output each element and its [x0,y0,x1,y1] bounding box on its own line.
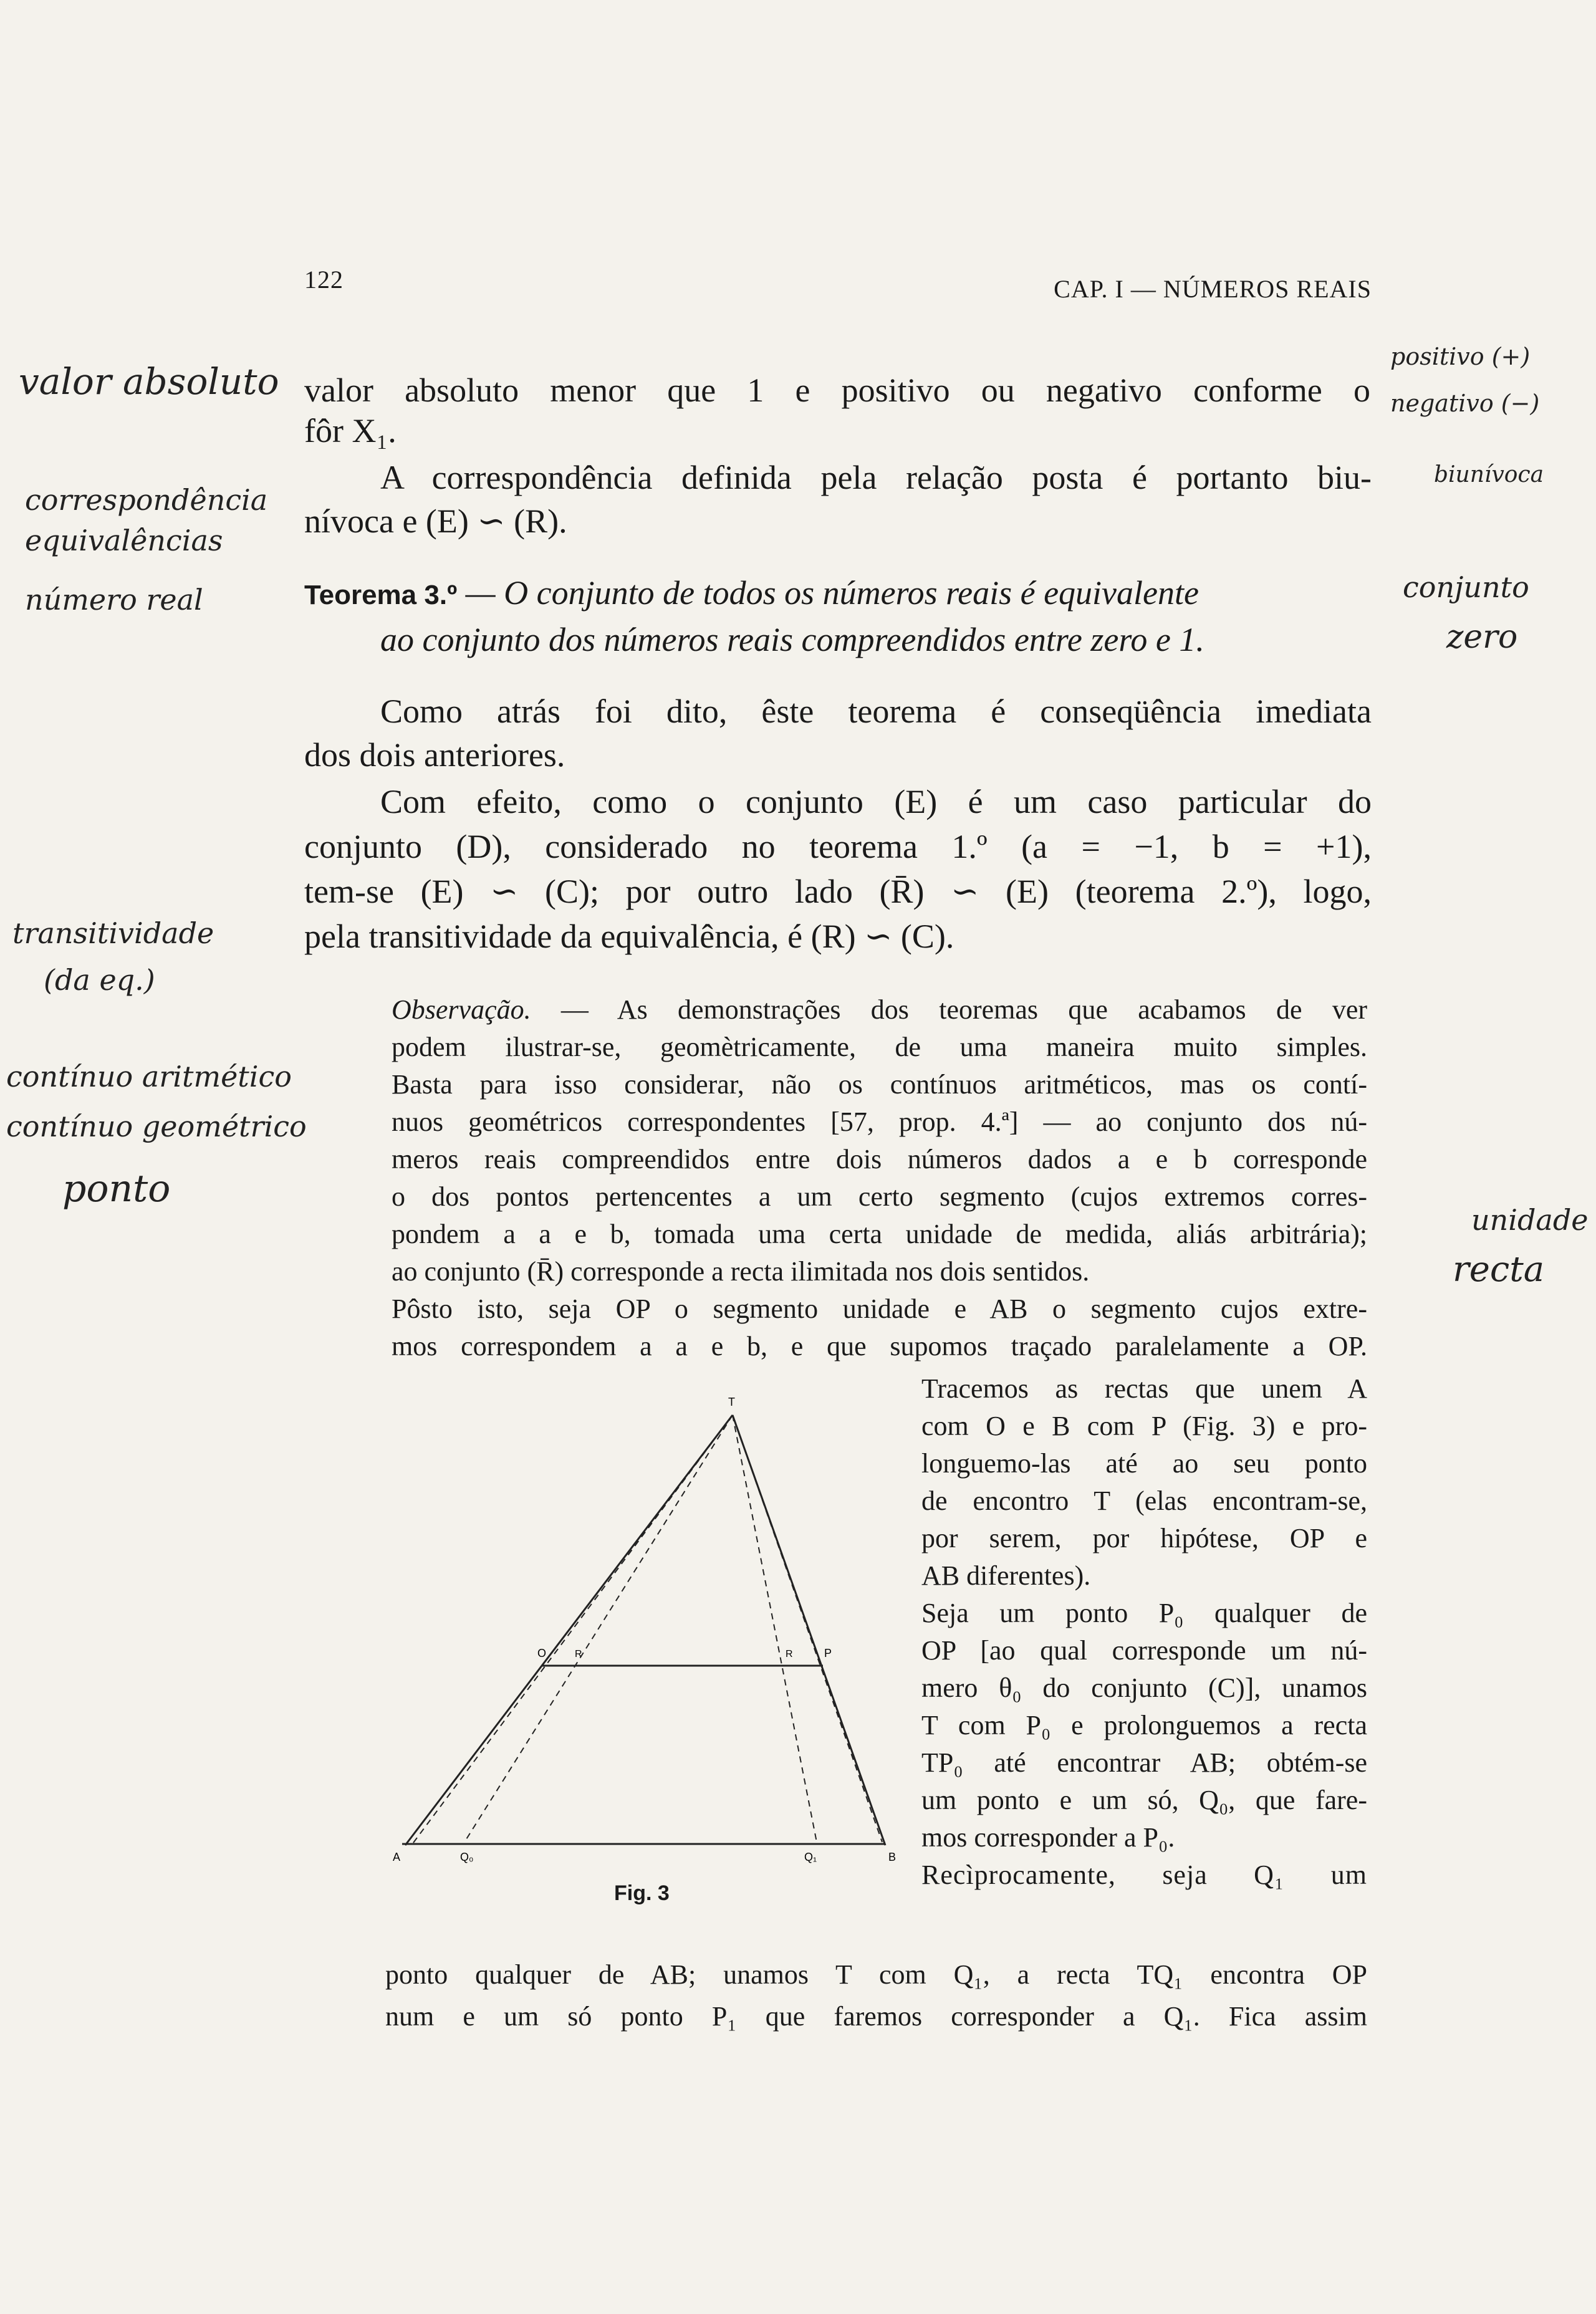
theorem-text: — O conjunto de todos os números reais é equivalente [465,574,1199,612]
body-line: A correspondência definida pela relação posta é portanto biu- [380,459,1372,496]
body-line: conjunto (D), considerado no teorema 1.º (a = −1, b = +1), [304,828,1372,865]
dashed-TQ1 [733,1415,817,1842]
observation-line [392,991,1367,1029]
dashed-TQ0-inner [464,1415,733,1842]
right-col-line: um ponto e um só, Q₀, que fare- [921,1785,1367,1815]
annotation-da-eq: (da eq.) [44,963,155,997]
right-column [921,1370,1367,1894]
body-line: num e um só ponto P₁ que faremos corresponder a Q₁. Fica assim [385,2001,1367,2032]
annotation-biunivoca: biunívoca [1434,462,1544,487]
observation-line: ao conjunto (R̄) corresponde a recta ilimitada nos dois sentidos. [392,1256,1090,1287]
body-line: Com efeito, como o conjunto (E) é um caso particular do [380,783,1372,820]
label-Q0: Q₀ [460,1851,474,1863]
label-O: O [537,1647,547,1659]
annotation-continuo-geometrico: contínuo geométrico [6,1110,307,1143]
body-line: ponto qualquer de AB; unamos T com Q₁, a recta TQ₁ encontra OP [385,1959,1367,1990]
right-col-line: mero θ₀ do conjunto (C)], unamos [921,1673,1367,1703]
annotation-negativo: negativo (−) [1390,390,1540,417]
observation-text: — As demonstrações dos teoremas que acabamos de ver [560,994,1367,1025]
body-line: pela transitividade da equivalência, é (R) ∽ (C). [304,918,954,955]
observation-line: mos correspondem a a e b, e que supomos traçado paralelamente a OP. [392,1331,1367,1361]
body-line: fôr X₁. [304,412,397,449]
annotation-positivo: positivo (+) [1390,343,1531,370]
figure-caption: Fig. 3 [614,1881,670,1905]
label-P: P [824,1647,832,1659]
right-col-line: com O e B com P (Fig. 3) e pro- [921,1411,1367,1441]
label-T: T [728,1396,735,1408]
label-A: A [393,1851,401,1863]
right-col-line: T com P₀ e prolonguemos a recta [921,1710,1367,1740]
dashed-TB [733,1415,882,1842]
annotation-correspondencia: correspondência [25,483,268,517]
label-B: B [888,1851,897,1863]
observation-line: Pôsto isto, seja OP o segmento unidade e AB o segmento cujos extre- [392,1294,1367,1324]
body-line: tem-se (E) ∽ (C); por outro lado (R̄) ∽ (E) (teorema 2.º), logo, [304,873,1372,910]
annotation-numero-real: número real [25,583,203,617]
annotation-zero: zero [1446,618,1518,656]
observation-line: podem ilustrar-se, geomètricamente, de uma maneira muito simples. [392,1032,1367,1062]
right-col-line: Tracemos as rectas que unem A [921,1373,1367,1404]
annotation-valor-absoluto: valor absoluto [19,360,279,403]
body-line: nívoca e (E) ∽ (R). [304,502,567,540]
right-col-line: por serem, por hipótese, OP e [921,1523,1367,1553]
observation-line: pondem a a e b, tomada uma certa unidade de medida, aliás arbitrária); [392,1219,1367,1249]
line-TA [405,1415,733,1845]
running-title: CAP. I — NÚMEROS REAIS [1054,275,1372,303]
right-col-line: Recìprocamente, seja Q₁ um [921,1860,1367,1890]
observation-line: o dos pontos pertencentes a um certo segmento (cujos extremos corres- [392,1181,1367,1212]
annotation-continuo-aritmetico: contínuo aritmético [6,1060,292,1093]
right-col-line: mos corresponder a P₀. [921,1822,1175,1853]
right-col-line: de encontro T (elas encontram-se, [921,1486,1367,1516]
right-col-line: OP [ao qual corresponde um nú- [921,1635,1367,1666]
annotation-equivalencia: equivalências [25,524,223,557]
annotation-conjunto: conjunto [1403,570,1529,604]
theorem-block [304,570,1373,618]
body-line: dos dois anteriores. [304,736,565,774]
right-col-line: AB diferentes). [921,1560,1091,1591]
observation-line: meros reais compreendidos entre dois números dados a e b corresponde [392,1144,1367,1174]
observation-line: nuos geométricos correspondentes [57, prop. 4.ª] — ao conjunto dos nú- [392,1107,1367,1137]
page-number: 122 [304,266,344,294]
observation-line: Basta para isso considerar, não os contínuos aritméticos, mas os contí- [392,1069,1367,1100]
label-Q1: Q₁ [804,1851,817,1863]
observation-label: Observação. [392,994,531,1025]
dashed-TQ0 [411,1415,733,1845]
right-col-line: Seja um ponto P₀ qualquer de [921,1598,1367,1628]
figure-3-diagram [387,1378,910,1876]
annotation-transitividade: transitividade [12,916,214,950]
label-R: R [575,1649,582,1659]
annotation-unidade: unidade [1471,1203,1589,1237]
theorem-text-2: ao conjunto dos números reais compreendidos entre zero e 1. [380,621,1204,658]
right-col-line: TP₀ até encontrar AB; obtém-se [921,1747,1367,1778]
body-line: valor absoluto menor que 1 e positivo ou negativo conforme o [304,372,1370,409]
label-R1: R [786,1649,793,1659]
right-col-line: longuemo-las até ao seu ponto [921,1448,1367,1479]
annotation-recta: recta [1453,1249,1545,1290]
annotation-ponto: ponto [62,1167,171,1211]
theorem-label: Teorema 3.º [304,580,458,610]
body-line: Como atrás foi dito, êste teorema é conseqüência imediata [380,693,1372,730]
